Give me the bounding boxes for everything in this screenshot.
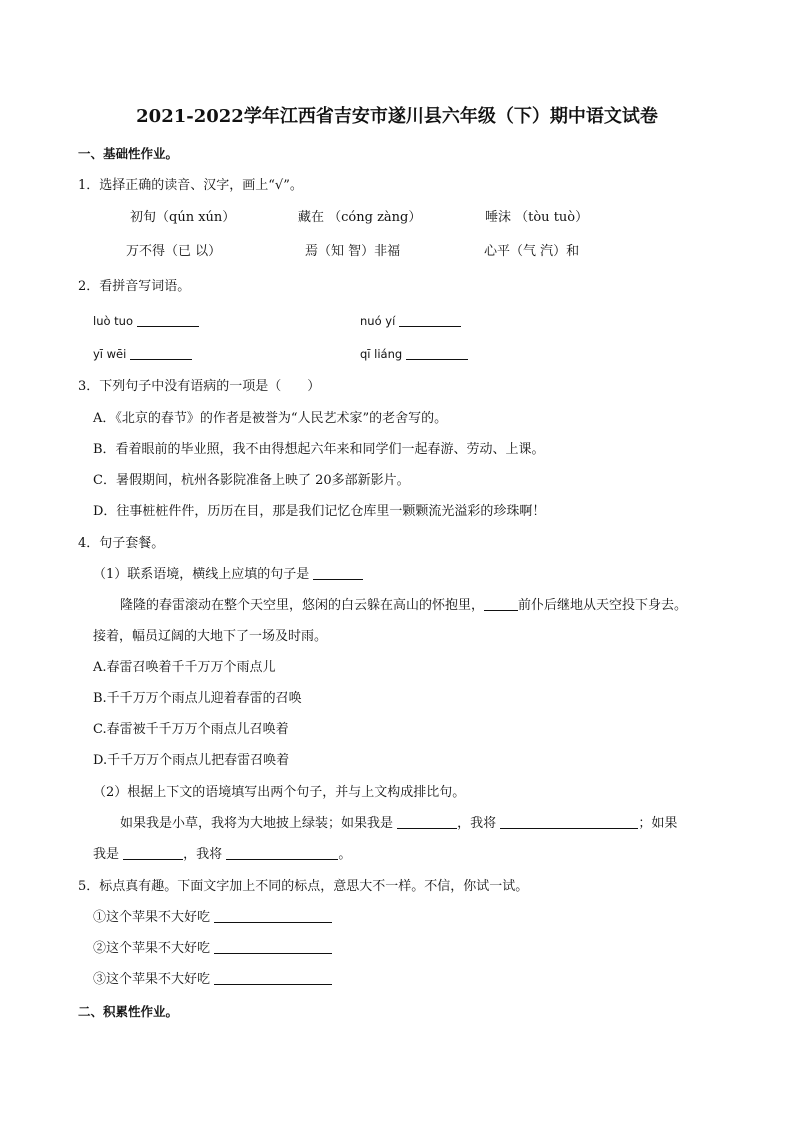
question-1-stem: 1．选择正确的读音、汉字，画上“√”。 (78, 178, 303, 193)
q3-option-d: D．往事桩桩件件，历历在目，那是我们记忆仓库里一颗颗流光溢彩的珍珠啊！ (93, 504, 546, 519)
section-heading-2: 二、积累性作业。 (78, 1004, 179, 1019)
question-4-stem: 4．句子套餐。 (78, 536, 165, 551)
answer-blank[interactable] (406, 347, 468, 360)
q1-item: 初旬（qún xún） (130, 210, 236, 225)
answer-blank[interactable] (226, 847, 338, 860)
q2-pinyin-item: nuó yí (360, 313, 461, 329)
answer-blank[interactable] (214, 910, 332, 923)
q3-option-a: A．《北京的春节》的作者是被誉为“人民艺术家”的老舍写的。 (93, 411, 448, 426)
answer-blank[interactable] (484, 598, 518, 611)
q3-option-b: B．看着眼前的毕业照，我不由得想起六年来和同学们一起春游、劳动、上课。 (93, 442, 545, 457)
answer-blank[interactable] (399, 314, 461, 327)
page-title: 2021-2022学年江西省吉安市遂川县六年级（下）期中语文试卷 (136, 106, 658, 127)
q4-option-b: B.千千万万个雨点儿迎着春雷的召唤 (93, 691, 302, 706)
q1-item: 藏在 （cóng zàng） (298, 210, 422, 225)
answer-blank[interactable] (313, 567, 363, 580)
answer-blank[interactable] (123, 847, 183, 860)
q4-option-c: C.春雷被千千万万个雨点儿召唤着 (93, 722, 289, 737)
question-2-stem: 2．看拼音写词语。 (78, 279, 191, 294)
q1-item: 焉（知 智）非福 (305, 244, 401, 259)
q4-fill-line-1: 如果我是小草，我将为大地披上绿装；如果我是 ，我将 ；如果 (120, 816, 678, 831)
q4-part-1: （1）联系语境，横线上应填的句子是 (93, 567, 363, 583)
q2-pinyin-item: qī liáng (360, 346, 468, 362)
answer-blank[interactable] (500, 816, 638, 829)
answer-blank[interactable] (214, 972, 332, 985)
q4-passage-line-1: 隆隆的春雷滚动在整个天空里，悠闲的白云躲在高山的怀抱里， 前仆后继地从天空投下身去。 (120, 598, 688, 613)
q1-item: 万不得（已 以） (126, 244, 222, 259)
answer-blank[interactable] (397, 816, 457, 829)
answer-blank[interactable] (137, 314, 199, 327)
q4-option-d: D.千千万万个雨点儿把春雷召唤着 (93, 753, 290, 768)
q3-option-c: C．暑假期间，杭州各影院准备上映了 20多部新影片。 (93, 473, 410, 488)
q2-pinyin-item: luò tuo (93, 313, 199, 329)
q2-pinyin-item: yī wēi (93, 346, 192, 362)
q4-passage-line-2: 接着，幅员辽阔的大地下了一场及时雨。 (93, 629, 328, 644)
q1-item: 唾沫 （tòu tuò） (485, 210, 589, 225)
q1-item: 心平（气 汽）和 (484, 244, 580, 259)
answer-blank[interactable] (214, 941, 332, 954)
question-5-stem: 5．标点真有趣。下面文字加上不同的标点，意思大不一样。不信，你试一试。 (78, 879, 529, 894)
q4-option-a: A.春雷召唤着千千万万个雨点儿 (93, 660, 276, 675)
answer-blank[interactable] (130, 347, 192, 360)
q4-fill-line-2: 我是 ，我将 。 (93, 847, 352, 862)
q5-item: ①这个苹果不大好吃 (93, 910, 332, 926)
section-heading-1: 一、基础性作业。 (78, 146, 179, 161)
question-3-stem: 3．下列句子中没有语病的一项是（ ） (78, 379, 321, 394)
q5-item: ③这个苹果不大好吃 (93, 972, 332, 988)
q5-item: ②这个苹果不大好吃 (93, 941, 332, 957)
q4-part-2: （2）根据上下文的语境填写出两个句子，并与上文构成排比句。 (93, 785, 466, 800)
